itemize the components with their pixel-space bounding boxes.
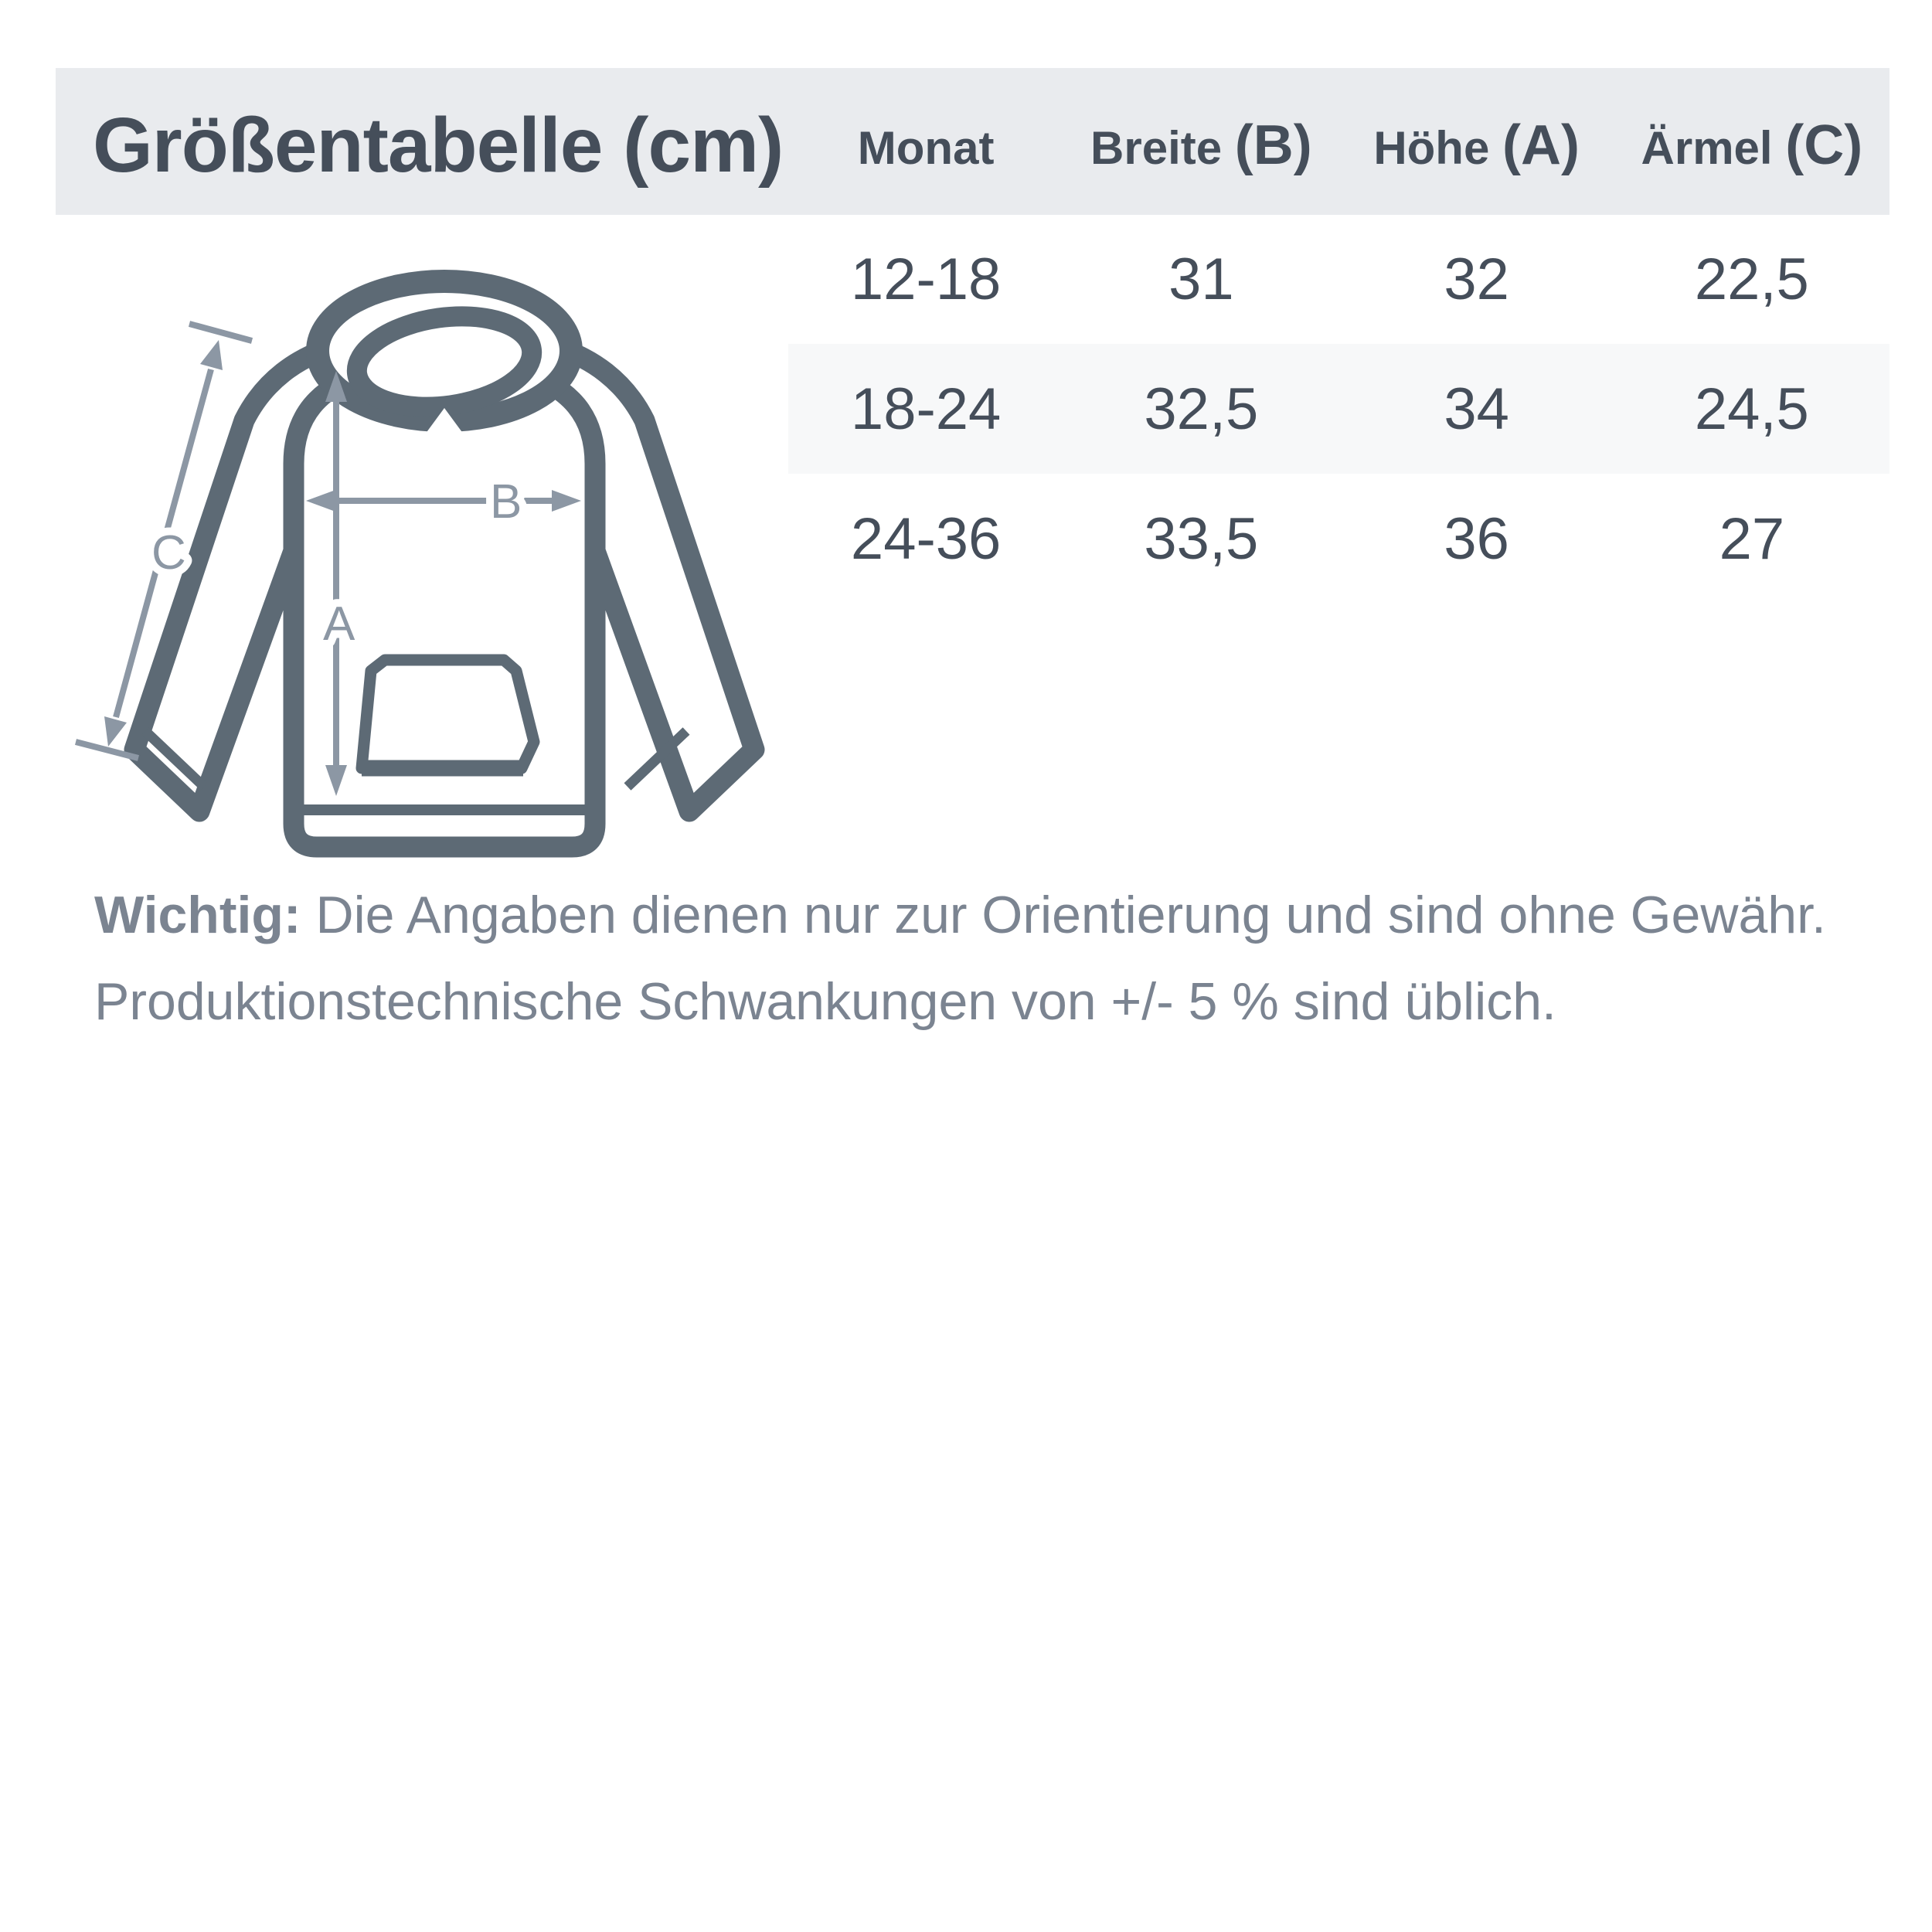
cell-hoehe: 36	[1444, 505, 1509, 572]
table-row	[788, 474, 1889, 604]
cell-monat: 18-24	[850, 376, 1002, 442]
column-letter: (A)	[1502, 114, 1580, 176]
column-header-aermel	[1614, 106, 1889, 177]
column-name: Höhe	[1373, 122, 1490, 174]
kangaroo-pocket	[362, 660, 534, 768]
page-title: Größentabelle (cm)	[93, 101, 784, 189]
note-line-1-text: Die Angaben dienen nur zur Orientierung und sind ohne Gewähr.	[315, 886, 1826, 944]
cell-breite: 33,5	[1144, 505, 1259, 572]
label-a: A	[323, 597, 355, 651]
hoodie-diagram-svg	[60, 269, 771, 872]
column-name: Breite	[1090, 122, 1223, 174]
column-header-hoehe	[1339, 106, 1614, 177]
size-table	[788, 214, 1889, 604]
disclaimer-note	[94, 872, 1841, 1045]
column-header-monat	[788, 106, 1063, 177]
cell-aermel: 24,5	[1694, 376, 1809, 442]
cell-aermel: 22,5	[1694, 246, 1809, 312]
table-header-band	[56, 68, 1889, 215]
cell-monat: 24-36	[850, 505, 1002, 572]
column-letter: (B)	[1234, 114, 1312, 176]
cell-hoehe: 32	[1444, 246, 1509, 312]
table-row	[788, 214, 1889, 344]
note-line-1	[94, 872, 1841, 958]
column-headers	[788, 68, 1889, 215]
label-c: C	[151, 526, 186, 580]
cell-breite: 31	[1168, 246, 1234, 312]
cell-hoehe: 34	[1444, 376, 1509, 442]
column-name: Ärmel	[1641, 122, 1773, 174]
column-letter: (C)	[1785, 114, 1863, 176]
column-header-breite	[1063, 106, 1338, 177]
hoodie-measurement-diagram	[60, 269, 771, 872]
note-line-2: Produktionstechnische Schwankungen von +/- 5 % sind üblich.	[94, 972, 1556, 1031]
cell-breite: 32,5	[1144, 376, 1259, 442]
cell-monat: 12-18	[850, 246, 1002, 312]
note-bold-prefix: Wichtig:	[94, 886, 301, 944]
table-row	[788, 344, 1889, 474]
label-b: B	[490, 475, 522, 529]
cell-aermel: 27	[1719, 505, 1785, 572]
column-name: Monat	[857, 122, 995, 174]
